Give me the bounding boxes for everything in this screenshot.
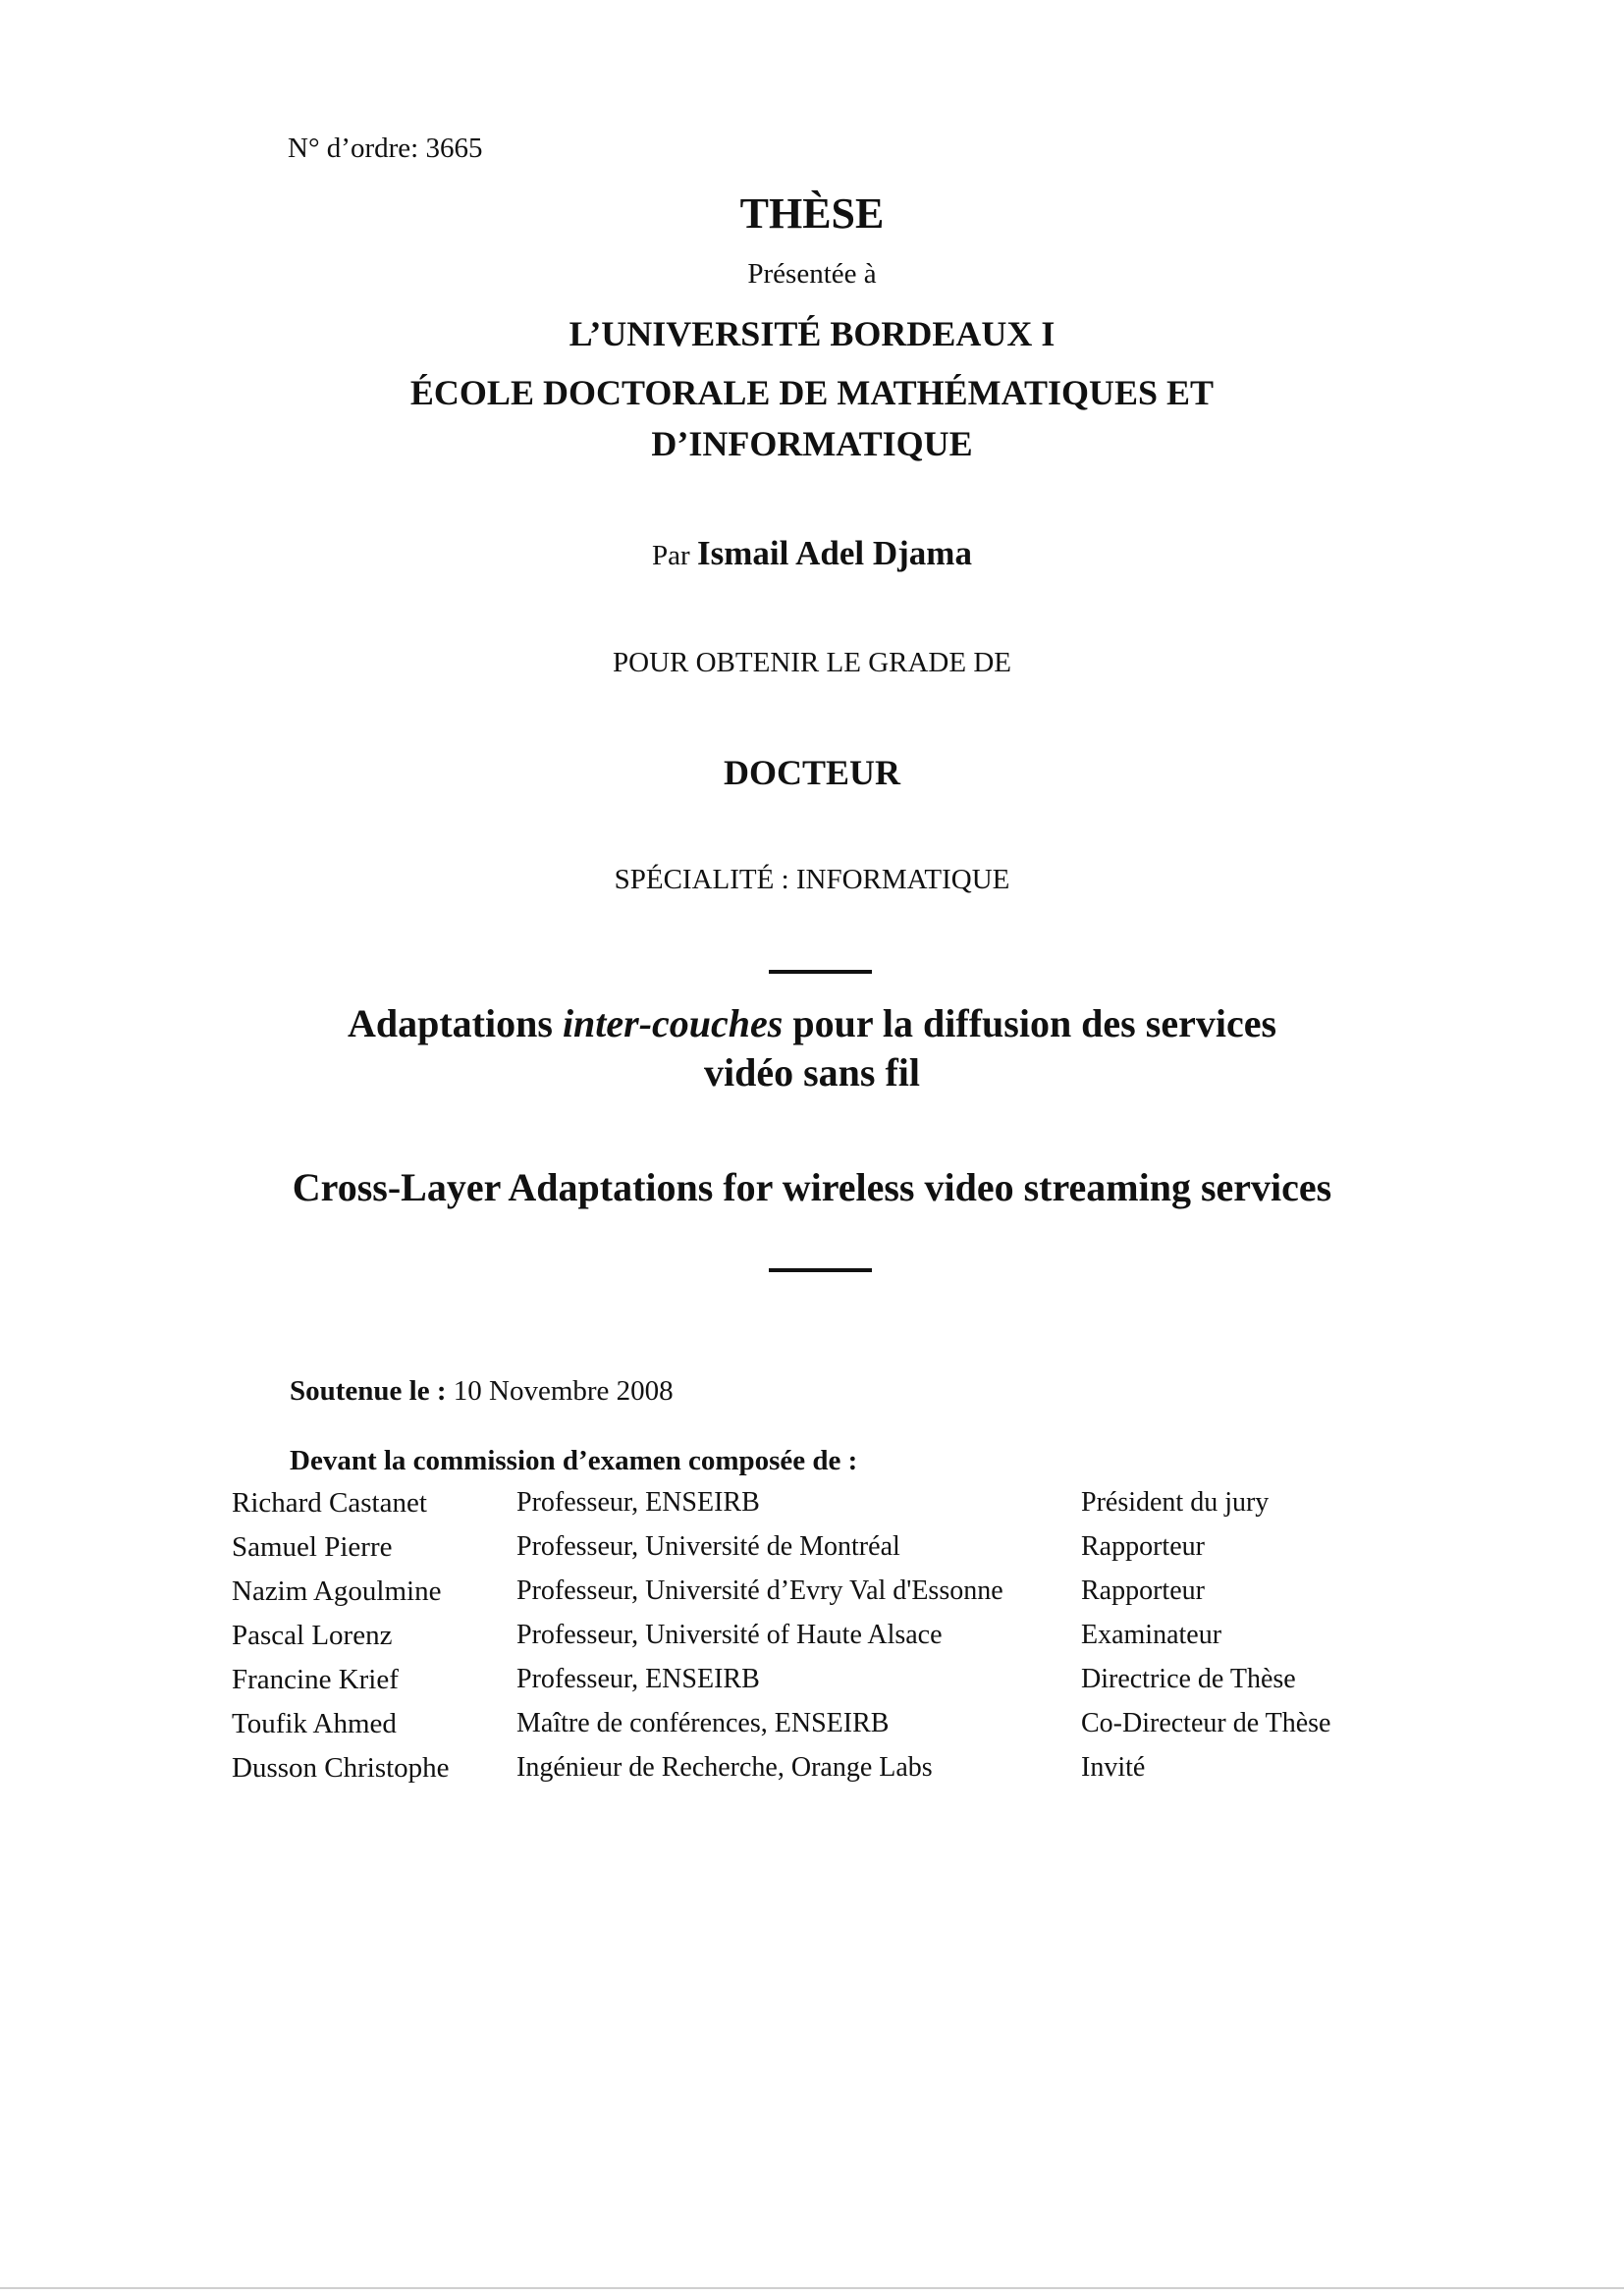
presented-to: Présentée à (747, 258, 877, 290)
french-title-line1 (0, 999, 1624, 1048)
committee-member-name: Samuel Pierre (232, 1531, 393, 1563)
committee-member-name: Francine Krief (232, 1664, 399, 1695)
order-number: N° d’ordre: 3665 (288, 133, 483, 164)
doctoral-school-line2: D’INFORMATIQUE (651, 424, 973, 463)
french-title-italic: inter-couches (562, 1001, 784, 1045)
author-name: Ismail Adel Djama (696, 534, 972, 572)
committee-member-affiliation: Maître de conférences, ENSEIRB (516, 1708, 890, 1738)
committee-member-affiliation: Professeur, ENSEIRB (516, 1664, 760, 1694)
committee-member-affiliation: Professeur, Université d’Evry Val d'Essonne (516, 1575, 1003, 1606)
french-title (0, 999, 1624, 1097)
committee-member-role: Rapporteur (1081, 1575, 1205, 1606)
degree-specialty: SPÉCIALITÉ : INFORMATIQUE (614, 864, 1010, 895)
degree-title: DOCTEUR (723, 753, 901, 792)
committee-row (232, 1487, 1376, 1531)
committee-member-affiliation: Professeur, Université de Montréal (516, 1531, 900, 1562)
doctoral-school-line1: ÉCOLE DOCTORALE DE MATHÉMATIQUES ET (409, 373, 1215, 412)
committee-row (232, 1620, 1376, 1664)
divider-top (769, 970, 872, 974)
committee-member-name: Pascal Lorenz (232, 1620, 393, 1651)
committee-member-affiliation: Ingénieur de Recherche, Orange Labs (516, 1752, 933, 1783)
university-name: L’UNIVERSITÉ BORDEAUX I (568, 314, 1056, 353)
defense-date-line (290, 1375, 674, 1408)
divider-bottom (769, 1268, 872, 1272)
defense-label: Soutenue le : (290, 1375, 447, 1407)
doctoral-school (0, 367, 1624, 469)
committee-row (232, 1708, 1376, 1752)
committee-table (232, 1487, 1376, 1796)
committee-member-role: Invité (1081, 1752, 1146, 1783)
committee-member-role: Examinateur (1081, 1620, 1222, 1650)
committee-member-name: Toufik Ahmed (232, 1708, 397, 1739)
committee-member-role: Président du jury (1081, 1487, 1270, 1518)
committee-heading: Devant la commission d’examen composée de : (290, 1445, 858, 1476)
committee-row (232, 1575, 1376, 1620)
committee-row (232, 1752, 1376, 1796)
french-title-line2: vidéo sans fil (703, 1050, 921, 1095)
committee-member-role: Co-Directeur de Thèse (1081, 1708, 1331, 1738)
page-bottom-edge (0, 2287, 1624, 2289)
committee-member-affiliation: Professeur, ENSEIRB (516, 1487, 760, 1518)
defense-date: 10 Novembre 2008 (453, 1375, 674, 1407)
committee-row (232, 1664, 1376, 1708)
english-title: Cross-Layer Adaptations for wireless video streaming services (292, 1165, 1332, 1209)
french-title-part2: pour la diffusion des services (792, 1001, 1277, 1045)
thesis-label: THÈSE (739, 189, 885, 238)
author-line (0, 534, 1624, 573)
committee-member-affiliation: Professeur, Université of Haute Alsace (516, 1620, 943, 1650)
author-prefix: Par (652, 540, 690, 571)
committee-member-role: Directrice de Thèse (1081, 1664, 1296, 1694)
committee-member-name: Dusson Christophe (232, 1752, 450, 1784)
committee-member-role: Rapporteur (1081, 1531, 1205, 1562)
committee-row (232, 1531, 1376, 1575)
committee-member-name: Nazim Agoulmine (232, 1575, 442, 1607)
degree-intro: POUR OBTENIR LE GRADE DE (613, 647, 1011, 678)
french-title-part1: Adaptations (347, 1001, 553, 1045)
committee-member-name: Richard Castanet (232, 1487, 427, 1519)
